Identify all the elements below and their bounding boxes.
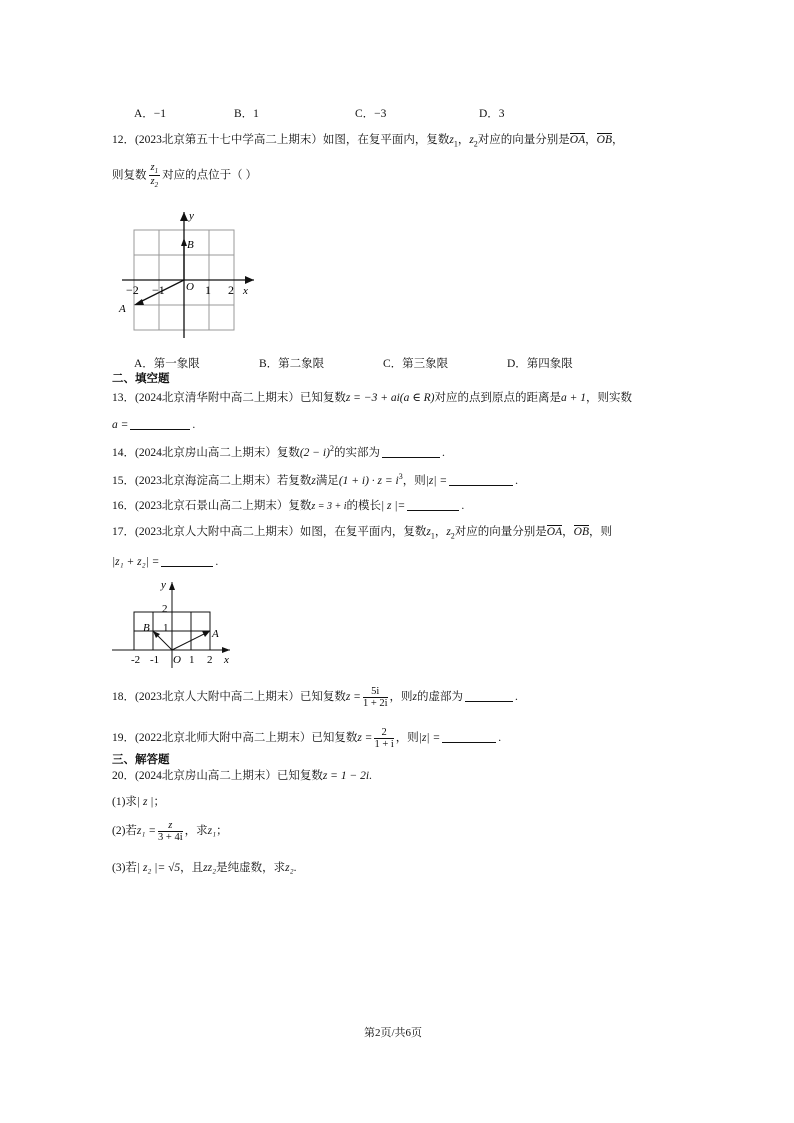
q12-x-label: x	[243, 285, 248, 297]
vector-ob: OB	[596, 134, 612, 146]
q12-point-b-label: B	[187, 239, 194, 251]
q14-answer-blank	[382, 446, 440, 458]
q17-point-b-label: B	[143, 622, 150, 634]
q12-line2: 则复数 $\frac{z_1}{z_2}$ 对应的点位于（ ）	[112, 162, 257, 190]
q11-option-a: A．−1	[134, 108, 167, 120]
q12-tick-1: 1	[205, 283, 211, 297]
q17-complex-plane-figure	[112, 576, 242, 676]
q19-answer-blank	[442, 731, 496, 743]
q17-y-arrow	[169, 582, 175, 590]
q17-point-a-label: A	[212, 628, 219, 640]
q17-tick-y2: 2	[162, 603, 168, 615]
section-solve-title: 三、解答题	[112, 754, 170, 766]
q18-answer-blank	[465, 690, 513, 702]
q12-tick-neg2: −2	[126, 283, 139, 297]
q17-x-arrow	[222, 647, 230, 653]
q17-x-label: x	[224, 654, 229, 666]
q13-line1: 13．(2024北京清华附中高二上期末）已知复数z = −3 + ai(a ∈ R)对应的点到原点的距离是a + 1，则实数	[112, 392, 632, 404]
q12-option-c: C．第三象限	[383, 358, 449, 370]
q17-line1: 17．(2023北京人大附中高二上期末）如图，在复平面内，复数$z_1$，$z_2$对应的向量分别是OA，OB，则	[112, 526, 612, 541]
q12-x-arrow	[245, 276, 254, 284]
q18-line: 18．(2023北京人大附中高二上期末）已知复数z = $\frac{5i}{1 + 2i}$ ，则z的虚部为 .	[112, 686, 518, 710]
q17-tick-1: 1	[189, 654, 195, 666]
q12-complex-plane-figure	[112, 206, 262, 346]
q12-tick-2: 2	[228, 283, 234, 297]
section-fill-in-title: 二、填空题	[112, 373, 170, 385]
q17-vector-oa: OA	[546, 526, 563, 538]
q20-fraction: $\frac{z}{3 + 4i}$	[158, 820, 183, 844]
q12-line1: 12．(2023北京第五十七中学高二上期末）如图，在复平面内，复数$z_1$，$z_2$对应的向量分别是OA，OB，	[112, 134, 624, 149]
q20-part1: (1)求| z |；	[112, 796, 165, 808]
q11-option-b: B．1	[234, 108, 259, 120]
q16-line: 16．(2023北京石景山高二上期末）复数z = 3 + i的模长| z |= .	[112, 500, 465, 512]
q11-option-d: D．3	[479, 108, 505, 120]
q15-answer-blank	[449, 474, 513, 486]
q15-line: 15．(2023北京海淀高二上期末）若复数z满足$(1 + i) \cdot z = i^3$，则|z| = .	[112, 472, 519, 487]
q20-line: 20．(2024北京房山高二上期末）已知复数z = 1 − 2i.	[112, 770, 372, 782]
vector-oa: OA	[569, 134, 586, 146]
q17-tick-neg1: -1	[150, 654, 160, 666]
q12-option-a: A．第一象限	[134, 358, 200, 370]
q17-vector-ob: OB	[573, 526, 589, 538]
q13-answer-blank	[130, 418, 190, 430]
q12-y-label: y	[189, 210, 194, 222]
fraction-z1-over-z2: $\frac{z_1}{z_2}$	[150, 162, 159, 190]
q19-fraction: $\frac{2}{1 + i}$	[374, 727, 394, 751]
page-footer: 第2页/共6页	[364, 1027, 423, 1039]
q17-tick-2: 2	[207, 654, 213, 666]
q12-option-b: B．第二象限	[259, 358, 325, 370]
q17-line2: |z₁ + z₂| = .	[112, 556, 219, 568]
q11-option-c: C．−3	[355, 108, 387, 120]
q20-part2: (2)若z₁ = $\frac{z}{3 + 4i}$ ，求z₁；	[112, 820, 228, 844]
q14-line: 14．(2024北京房山高二上期末）复数$(2 - i)^2$的实部为 .	[112, 444, 445, 459]
q12-point-a-label: A	[119, 303, 126, 315]
q13-line2: a = .	[112, 419, 196, 431]
q18-fraction: $\frac{5i}{1 + 2i}$	[362, 686, 388, 710]
q17-origin-label: O	[173, 654, 181, 666]
q17-answer-blank	[161, 555, 213, 567]
q16-answer-blank	[407, 499, 459, 511]
q12-y-arrow	[180, 212, 188, 221]
q12-tick-neg1: −1	[152, 283, 165, 297]
q19-line: 19．(2022北京北师大附中高二上期末）已知复数z = $\frac{2}{1 + i}$ ，则|z| = .	[112, 727, 502, 751]
q20-part3: (3)若| z₂ |= √5，且zz₂是纯虚数，求z₂.	[112, 862, 297, 874]
q17-tick-neg2: -2	[131, 654, 141, 666]
q17-tick-y1: 1	[163, 622, 169, 634]
q17-y-label: y	[161, 579, 166, 591]
q17-vector-ob	[156, 634, 172, 650]
q17-vector-oa	[172, 633, 206, 650]
q12-origin-label: O	[186, 281, 194, 293]
q12-option-d: D．第四象限	[507, 358, 573, 370]
